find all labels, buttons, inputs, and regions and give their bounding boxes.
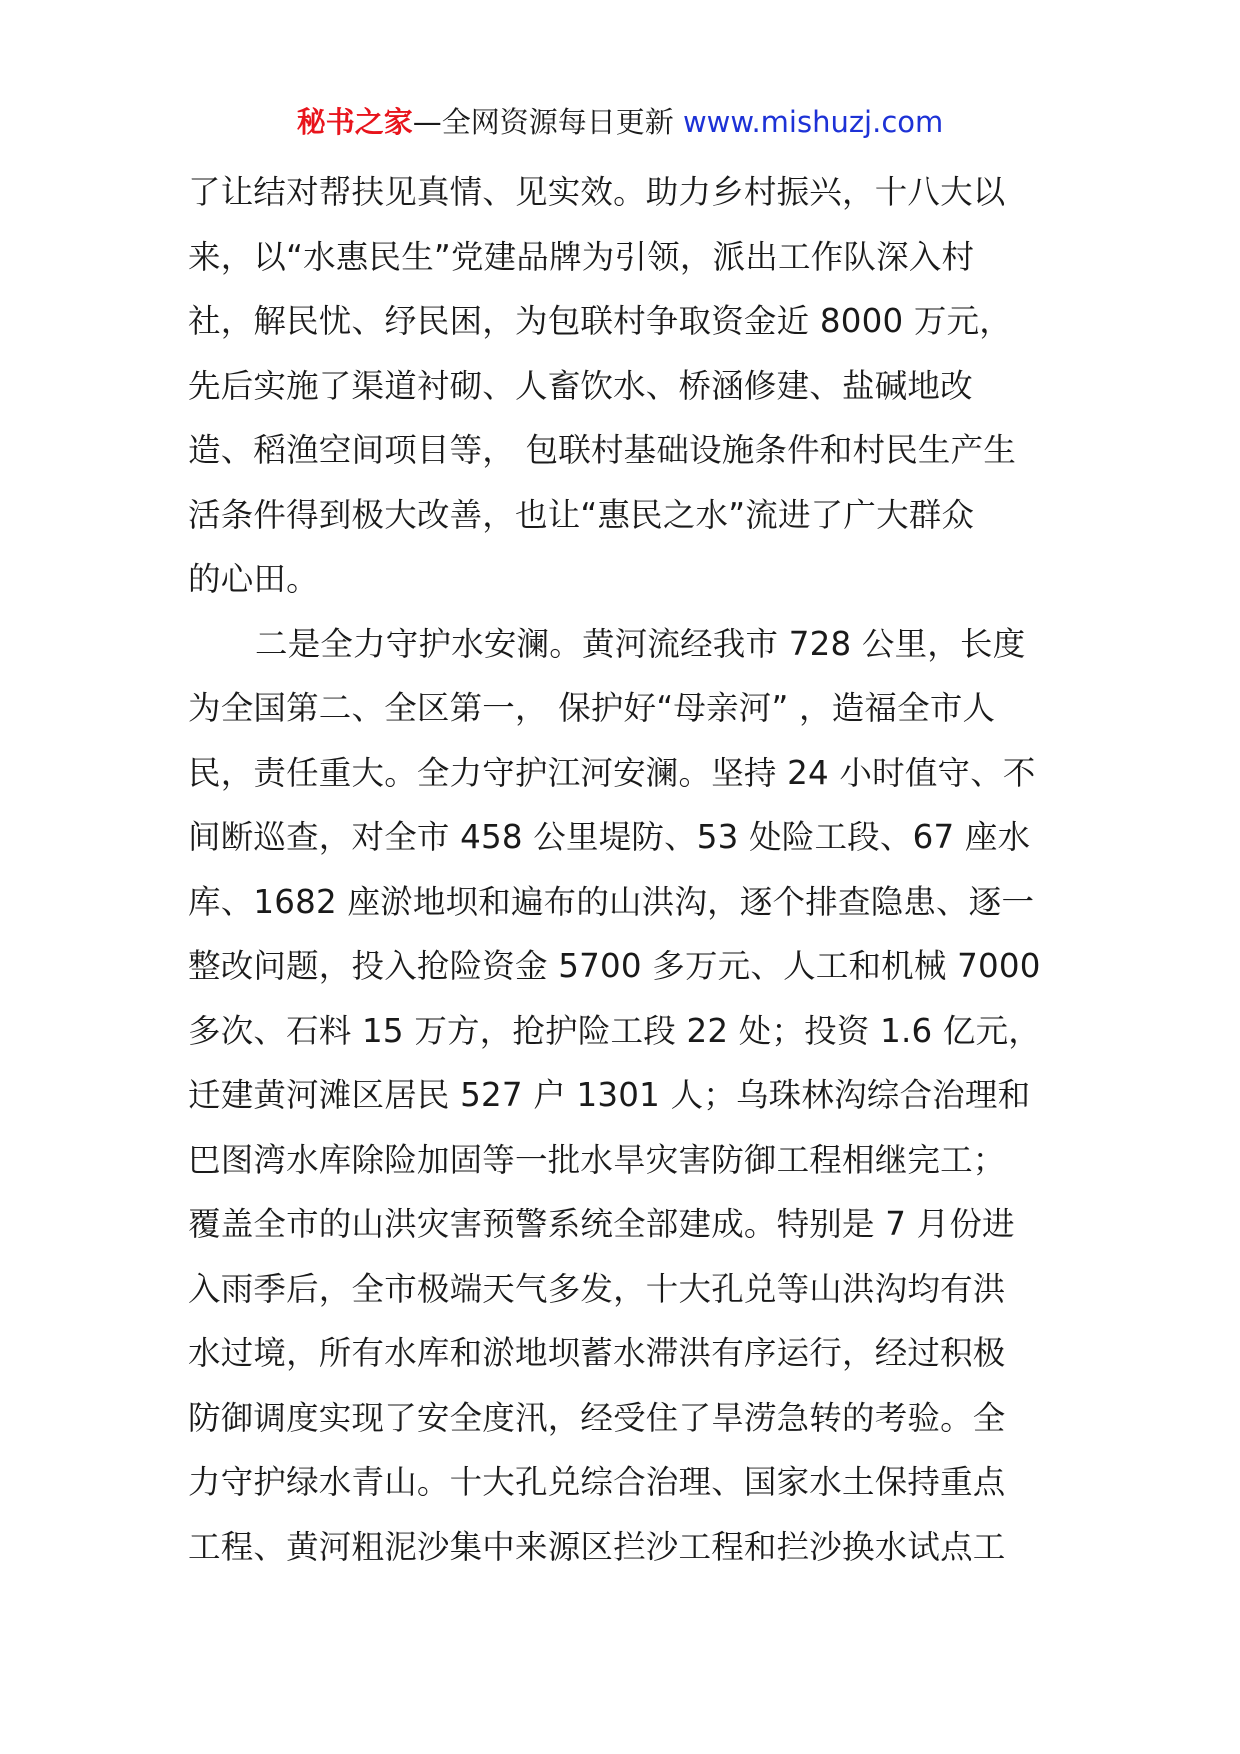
text-line: 先后实施了渠道衬砌、人畜饮水、桥涵修建、盐碱地改 — [188, 366, 973, 405]
brand-name: 秘书之家 — [296, 105, 413, 139]
text-line: 巴图湾水库除险加固等一批水旱灾害防御工程相继完工； — [188, 1140, 1006, 1179]
text-line: 防御调度实现了安全度汛，经受住了旱涝急转的考验。全 — [188, 1398, 1006, 1437]
text-line: 力守护绿水青山。十大孔兑综合治理、国家水土保持重点 — [188, 1463, 1006, 1501]
text-line: 的心田。 — [188, 560, 319, 598]
text-line: 水过境，所有水库和淤地坝蓄水滞洪有序运行，经过积极 — [188, 1334, 1006, 1372]
text-line: 库、1682 座淤地坝和遍布的山洪沟，逐个排查隐患、逐一 — [188, 882, 1035, 921]
text-line: 覆盖全市的山洪灾害预警系统全部建成。特别是 7 月份进 — [188, 1205, 1015, 1243]
text-line: 为全国第二、全区第一， 保护好“母亲河” ，造福全市人 — [188, 689, 996, 727]
website-url[interactable]: www.mishuzj.com — [673, 105, 944, 139]
paragraph-start-line: 二是全力守护水安澜。黄河流经我市 728 公里，长度 — [255, 624, 1026, 663]
page-header — [0, 100, 1240, 144]
text-line: 社，解民忧、纾民困，为包联村争取资金近 8000 万元， — [188, 302, 1012, 340]
text-line: 间断巡查，对全市 458 公里堤防、53 处险工段、67 座水 — [188, 818, 1031, 856]
text-line: 迁建黄河滩区居民 527 户 1301 人；乌珠林沟综合治理和 — [188, 1076, 1031, 1114]
text-line: 造、稻渔空间项目等， 包联村基础设施条件和村民生产生 — [188, 431, 1017, 469]
text-line: 来，以“水惠民生”党建品牌为引领，派出工作队深入村 — [188, 237, 975, 276]
text-line: 了让结对帮扶见真情、见实效。助力乡村振兴，十八大以 — [188, 173, 1006, 211]
header-tagline: —全网资源每日更新 — [412, 105, 674, 139]
text-line: 多次、石料 15 万方，抢护险工段 22 处；投资 1.6 亿元， — [188, 1011, 1041, 1050]
text-line: 工程、黄河粗泥沙集中来源区拦沙工程和拦沙换水试点工 — [188, 1527, 1006, 1566]
text-line: 整改问题，投入抢险资金 5700 多万元、人工和机械 7000 — [188, 947, 1041, 985]
text-line: 活条件得到极大改善，也让“惠民之水”流进了广大群众 — [188, 495, 975, 534]
body-text — [188, 160, 1054, 1579]
text-line: 入雨季后，全市极端天气多发，十大孔兑等山洪沟均有洪 — [188, 1269, 1006, 1308]
text-line: 民，责任重大。全力守护江河安澜。坚持 24 小时值守、不 — [188, 753, 1036, 792]
